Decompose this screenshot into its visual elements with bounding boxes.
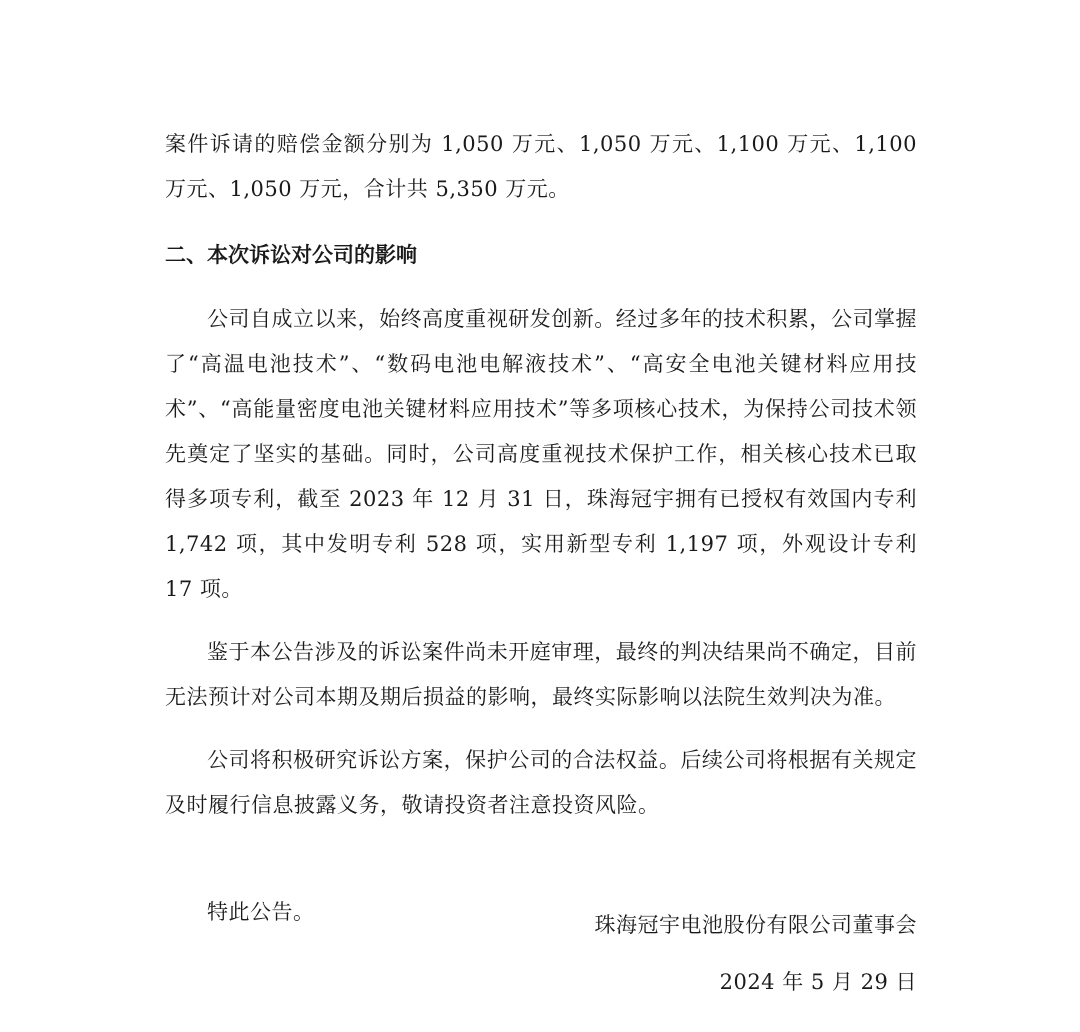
paragraph-uncertainty: 鉴于本公告涉及的诉讼案件尚未开庭审理，最终的判决结果尚不确定，目前无法预计对公司本期及期后损益的影响，最终实际影响以法院生效判决为准。 (165, 640, 917, 709)
section-heading: 二、本次诉讼对公司的影响 (165, 242, 417, 267)
announcement-body (165, 122, 917, 935)
signature-date: 2024 年 5 月 29 日 (719, 970, 917, 994)
paragraph-technology: 公司自成立以来，始终高度重视研发创新。经过多年的技术积累，公司掌握了“高温电池技术”、“数码电池电解液技术”、“高安全电池关键材料应用技术”、“高能量密度电池关键材料应用技术”等多项核心技术，为保持公司技术领先奠定了坚实的基础。同时，公司高度重视技术保护工作，相关核心技术已取得多项专利，截至 2023 年 12 月 31 日，珠海冠宇拥有已授权有效国内专利 1,742 项，其中发明专利 528 项，实用新型专利 1,197 项，外观设计专利 17 项。 (165, 307, 917, 601)
closing-statement: 特此公告。 (207, 900, 315, 924)
paragraph-action: 公司将积极研究诉讼方案，保护公司的合法权益。后续公司将根据有关规定及时履行信息披露义务，敬请投资者注意投资风险。 (165, 748, 917, 817)
paragraph-compensation: 案件诉请的赔偿金额分别为 1,050 万元、1,050 万元、1,100 万元、1,100 万元、1,050 万元，合计共 5,350 万元。 (165, 132, 917, 201)
signature-company: 珠海冠宇电池股份有限公司董事会 (594, 913, 917, 937)
